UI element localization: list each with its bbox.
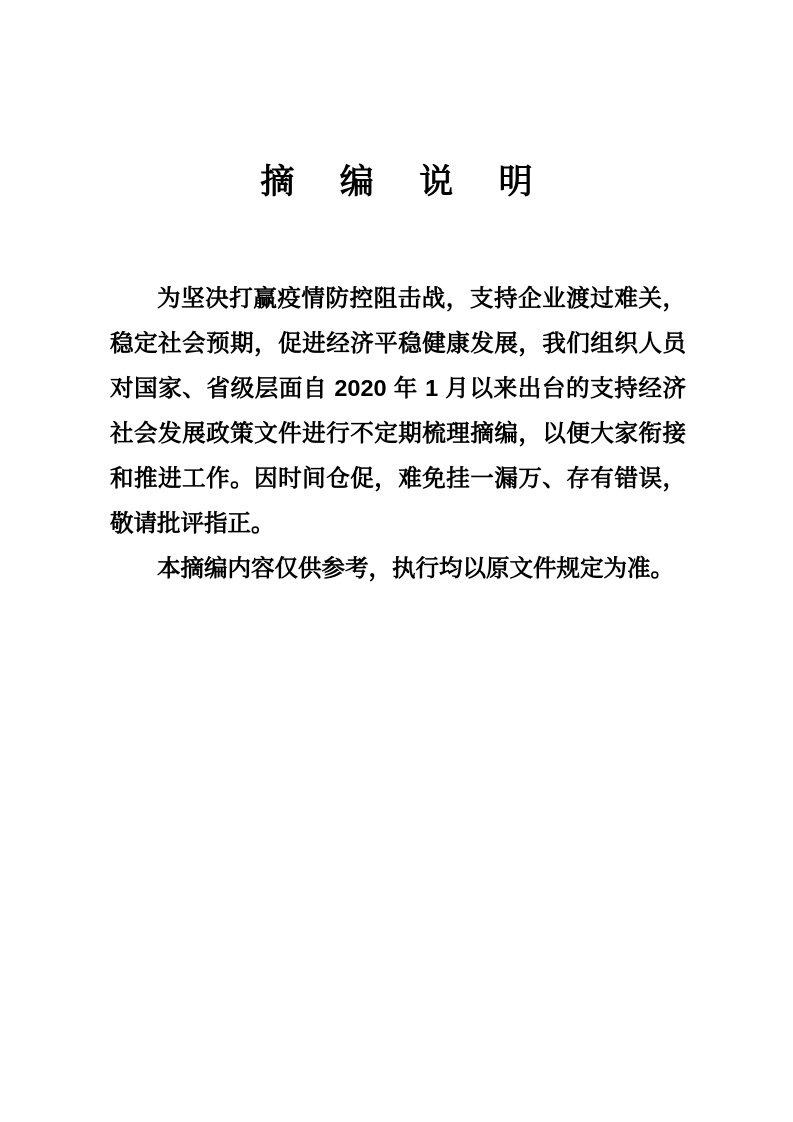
document-body — [110, 276, 686, 591]
page-title: 摘 编 说 明 — [260, 163, 551, 201]
paragraph: 本摘编内容仅供参考，执行均以原文件规定为准。 — [157, 555, 674, 581]
paragraph: 为坚决打赢疫情防控阻击战，支持企业渡过难关，稳定社会预期，促进经济平稳健康发展，我们组织人员对国家、省级层面自 2020 年 1 月以来出台的支持经济社会发展政策文件进行不定期梳理摘编，以便大家衔接和推进工作。因时间仓促，难免挂一漏万、存有错误，敬请批评指正。 — [110, 285, 686, 536]
